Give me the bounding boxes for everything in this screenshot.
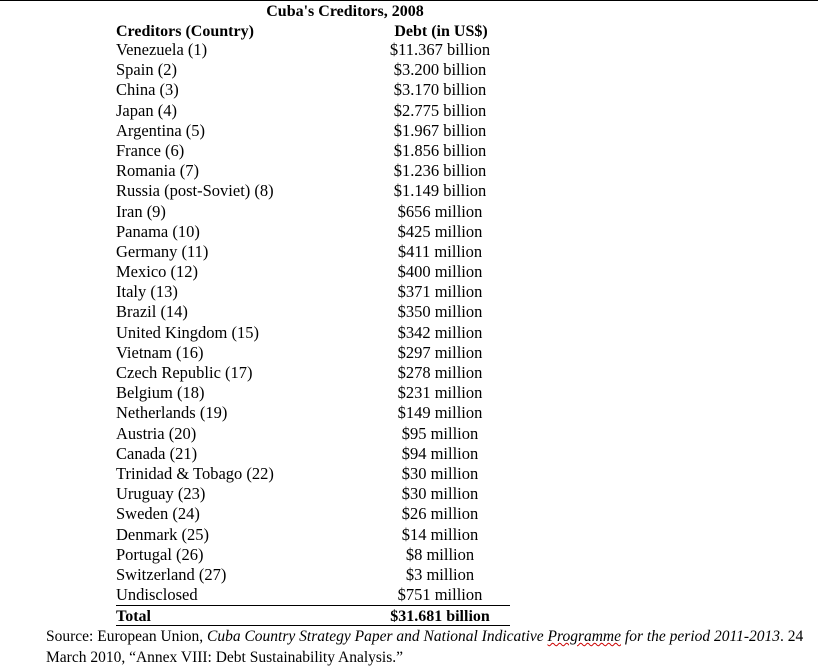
table-title: Cuba's Creditors, 2008 bbox=[266, 3, 424, 20]
creditor-country: Vietnam (16) bbox=[116, 342, 204, 362]
creditor-country: Iran (9) bbox=[116, 201, 166, 221]
creditor-debt: $751 million bbox=[397, 585, 483, 605]
source-citation bbox=[46, 626, 811, 668]
creditor-debt: $14 million bbox=[401, 524, 479, 544]
source-document-title-c: for the period 2011-2013 bbox=[621, 628, 781, 645]
table-row bbox=[0, 323, 818, 343]
creditor-debt: $350 million bbox=[397, 302, 483, 322]
column-header-debt: Debt (in US$) bbox=[394, 23, 488, 40]
table-row bbox=[0, 525, 818, 545]
creditor-debt: $342 million bbox=[397, 322, 483, 342]
creditor-country: Sweden (24) bbox=[116, 504, 200, 524]
creditor-country: Germany (11) bbox=[116, 241, 209, 261]
source-document-title-b: Programme bbox=[547, 628, 622, 645]
table-row bbox=[0, 545, 818, 565]
creditor-country: Mexico (12) bbox=[116, 262, 199, 282]
creditor-debt: $297 million bbox=[397, 342, 483, 362]
creditor-debt: $231 million bbox=[397, 383, 483, 403]
total-separator-line bbox=[116, 605, 510, 606]
creditor-country: United Kingdom (15) bbox=[116, 322, 259, 342]
creditor-debt: $94 million bbox=[401, 443, 479, 463]
creditor-debt: $278 million bbox=[397, 363, 483, 382]
creditor-country: Netherlands (19) bbox=[116, 403, 228, 423]
creditor-country: Belgium (18) bbox=[116, 383, 205, 403]
table-row bbox=[0, 444, 818, 464]
source-suffix: . 24 March 2010, “Annex VIII: Debt Sustainability Analysis.” bbox=[46, 628, 804, 666]
creditor-country: Czech Republic (17) bbox=[116, 363, 253, 382]
creditor-debt: $3.200 billion bbox=[393, 60, 487, 80]
creditor-country: Uruguay (23) bbox=[116, 484, 206, 504]
creditor-debt: $1.967 billion bbox=[393, 120, 487, 140]
creditor-country: Undisclosed bbox=[116, 585, 198, 605]
table-row bbox=[0, 363, 818, 383]
creditor-country: Denmark (25) bbox=[116, 524, 210, 544]
creditor-debt: $30 million bbox=[401, 484, 479, 504]
table-row bbox=[0, 424, 818, 444]
table-row bbox=[0, 585, 818, 605]
table-row bbox=[0, 403, 818, 423]
table-row bbox=[0, 343, 818, 363]
creditor-country: China (3) bbox=[116, 80, 179, 100]
creditor-country: Switzerland (27) bbox=[116, 564, 227, 584]
source-document-title-a: Cuba Country Strategy Paper and National Indicative bbox=[207, 628, 548, 645]
creditor-country: Romania (7) bbox=[116, 161, 199, 181]
total-row bbox=[0, 607, 818, 627]
creditor-debt: $411 million bbox=[397, 241, 483, 261]
creditor-debt: $8 million bbox=[405, 544, 475, 564]
creditor-country: Austria (20) bbox=[116, 423, 197, 443]
table-row bbox=[0, 282, 818, 302]
creditor-country: Japan (4) bbox=[116, 100, 177, 120]
creditor-country: Spain (2) bbox=[116, 60, 177, 80]
top-border-line bbox=[0, 0, 818, 1]
creditor-debt: $3 million bbox=[405, 564, 475, 584]
table-row bbox=[0, 222, 818, 242]
creditor-debt: $656 million bbox=[397, 201, 483, 221]
table-row bbox=[0, 161, 818, 181]
table-row bbox=[0, 121, 818, 141]
source-prefix: Source: European Union, bbox=[46, 628, 207, 645]
creditor-debt: $1.149 billion bbox=[393, 181, 487, 201]
creditor-debt: $371 million bbox=[397, 282, 483, 302]
creditor-debt: $1.236 billion bbox=[393, 161, 487, 181]
table-row bbox=[0, 181, 818, 201]
creditor-debt: $11.367 billion bbox=[389, 40, 491, 59]
creditor-country: Canada (21) bbox=[116, 443, 198, 463]
creditor-country: Trinidad & Tobago (22) bbox=[116, 463, 274, 483]
total-value: $31.681 billion bbox=[390, 608, 490, 625]
creditor-debt: $95 million bbox=[401, 423, 479, 443]
creditor-country: Italy (13) bbox=[116, 282, 178, 302]
table-row bbox=[0, 101, 818, 121]
table-row bbox=[0, 565, 818, 585]
creditor-country: Brazil (14) bbox=[116, 302, 188, 322]
creditor-debt: $425 million bbox=[397, 221, 483, 241]
creditor-debt: $400 million bbox=[397, 262, 483, 282]
table-row bbox=[0, 80, 818, 100]
creditor-debt: $1.856 billion bbox=[393, 140, 487, 160]
creditor-country: Panama (10) bbox=[116, 221, 200, 241]
creditor-country: France (6) bbox=[116, 140, 185, 160]
creditor-debt: $149 million bbox=[397, 403, 483, 423]
table-row bbox=[0, 302, 818, 322]
total-label: Total bbox=[116, 608, 151, 625]
creditor-debt: $26 million bbox=[401, 504, 479, 524]
creditor-debt: $2.775 billion bbox=[393, 100, 487, 120]
table-row bbox=[0, 40, 818, 60]
creditor-country: Portugal (26) bbox=[116, 544, 204, 564]
creditor-table-body bbox=[0, 40, 818, 605]
creditor-country: Russia (post-Soviet) (8) bbox=[116, 181, 274, 201]
creditor-country: Argentina (5) bbox=[116, 120, 206, 140]
creditor-country: Venezuela (1) bbox=[116, 40, 208, 59]
table-row bbox=[0, 504, 818, 524]
table-row bbox=[0, 60, 818, 80]
table-row bbox=[0, 141, 818, 161]
table-row bbox=[0, 464, 818, 484]
table-row bbox=[0, 202, 818, 222]
table-row bbox=[0, 383, 818, 403]
creditor-debt: $3.170 billion bbox=[393, 80, 487, 100]
creditor-debt: $30 million bbox=[401, 463, 479, 483]
column-header-country: Creditors (Country) bbox=[116, 23, 254, 40]
table-row bbox=[0, 262, 818, 282]
table-row bbox=[0, 242, 818, 262]
table-row bbox=[0, 484, 818, 504]
